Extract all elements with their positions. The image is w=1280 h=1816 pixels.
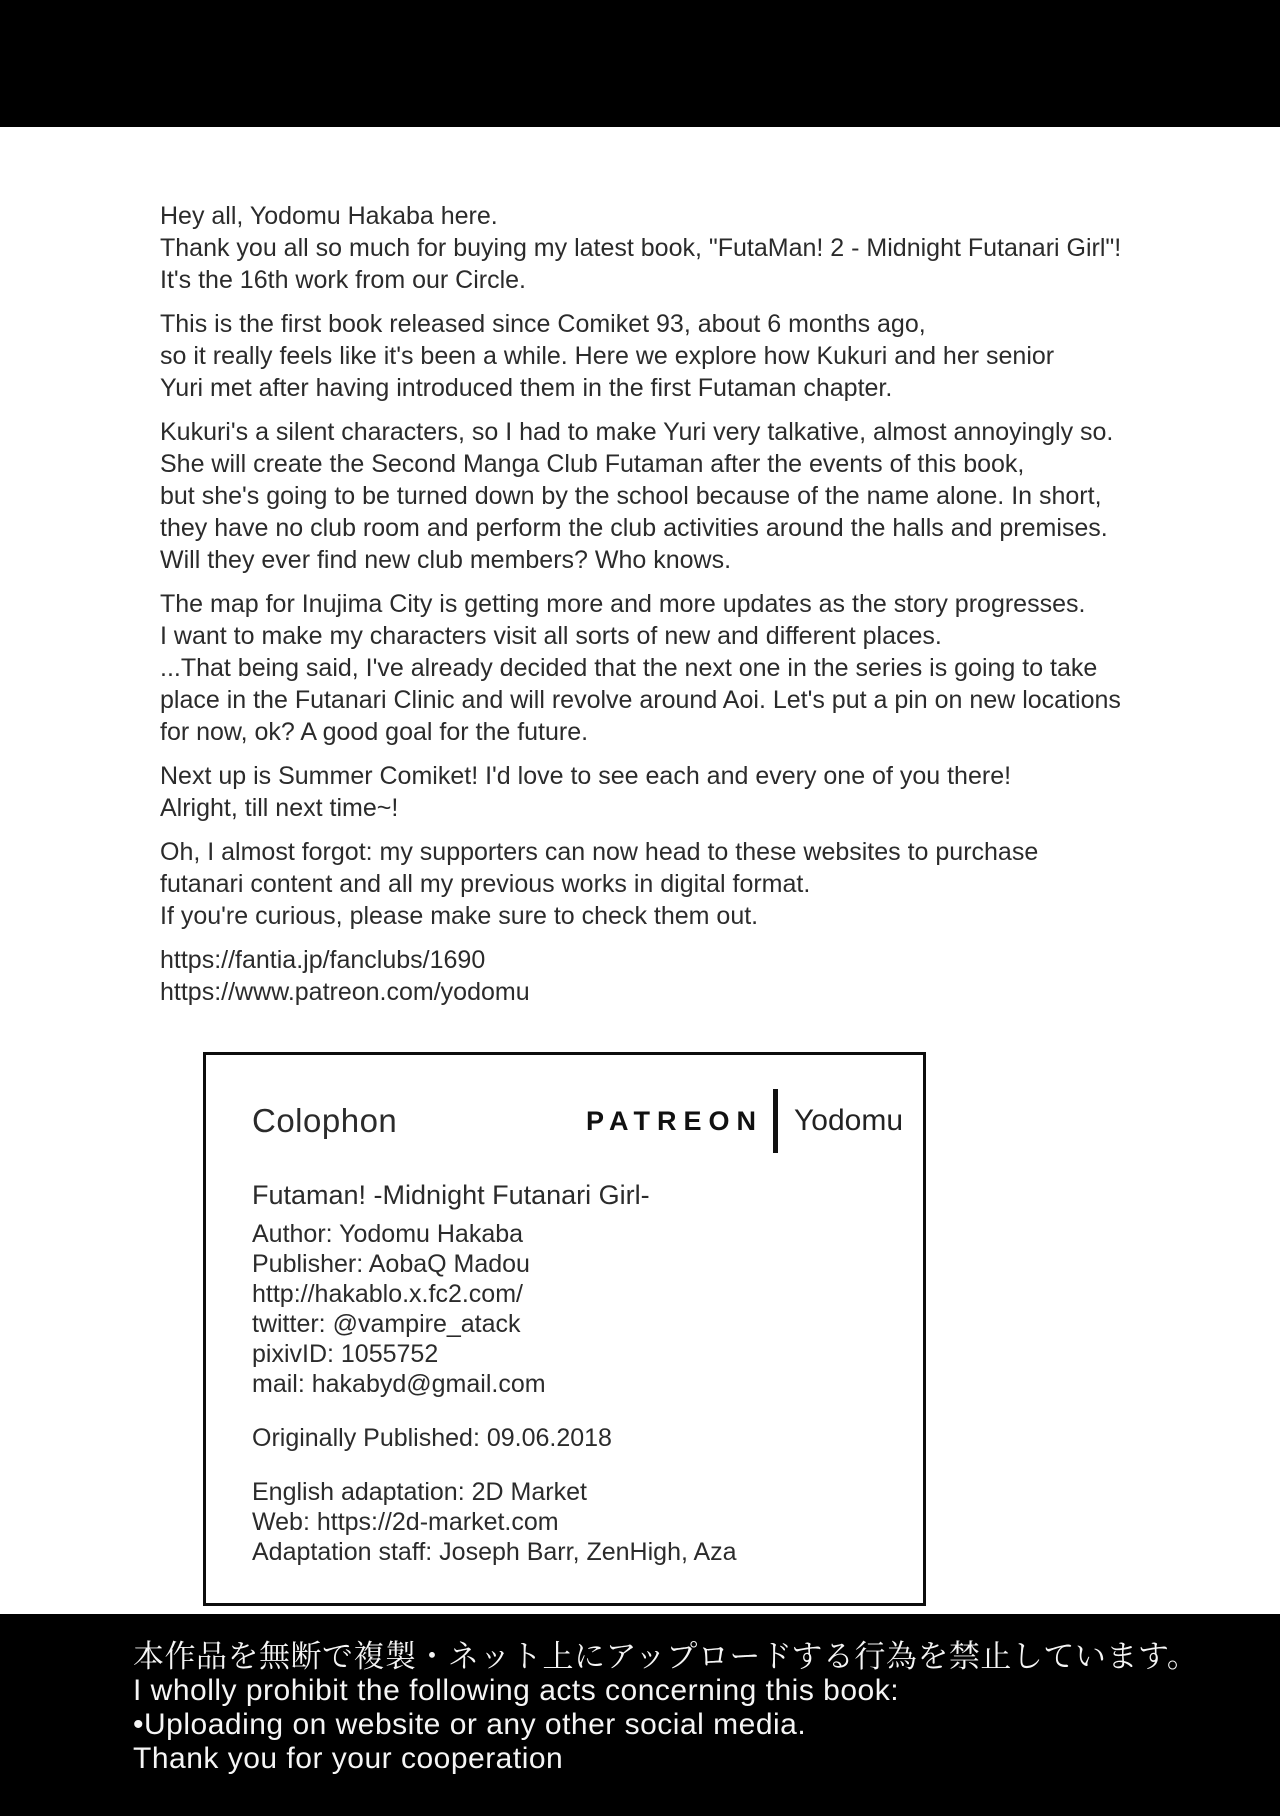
text-line: Oh, I almost forgot: my supporters can now head to these websites to purchase <box>160 838 1039 866</box>
copyright-line-thanks: Thank you for your cooperation <box>133 1742 564 1775</box>
colophon-header <box>252 1089 903 1153</box>
text-line: Yuri met after having introduced them in the first Futaman chapter. <box>160 374 893 402</box>
vertical-divider <box>773 1089 778 1153</box>
copyright-line-prohibit: I wholly prohibit the following acts concerning this book: <box>133 1674 900 1707</box>
colophon-website: http://hakablo.x.fc2.com/ <box>252 1280 523 1308</box>
afterword-paragraph-characters <box>160 416 1220 576</box>
text-line: for now, ok? A good goal for the future. <box>160 718 589 746</box>
patreon-branding <box>586 1089 903 1153</box>
text-line: This is the first book released since Comiket 93, about 6 months ago, <box>160 310 926 338</box>
text-line: She will create the Second Manga Club Futaman after the events of this book, <box>160 450 1025 478</box>
support-links <box>160 944 1220 1008</box>
text-line: futanari content and all my previous works in digital format. <box>160 870 811 898</box>
text-line: The map for Inujima City is getting more and more updates as the story progresses. <box>160 590 1086 618</box>
afterword-content <box>160 200 1220 1606</box>
afterword-paragraph-supporters <box>160 836 1220 932</box>
colophon-pixiv-id: pixivID: 1055752 <box>252 1340 439 1368</box>
patreon-account-name: Yodomu <box>794 1104 903 1137</box>
text-line: I want to make my characters visit all sorts of new and different places. <box>160 622 942 650</box>
afterword-paragraph-intro <box>160 200 1220 296</box>
afterword-paragraph-next-event <box>160 760 1220 824</box>
afterword-paragraph-map <box>160 588 1220 748</box>
text-line: place in the Futanari Clinic and will revolve around Aoi. Let's put a pin on new locations <box>160 686 1121 714</box>
text-line: ...That being said, I've already decided that the next one in the series is going to take <box>160 654 1098 682</box>
colophon-author: Author: Yodomu Hakaba <box>252 1220 524 1248</box>
afterword-paragraph-comiket <box>160 308 1220 404</box>
colophon-heading: Colophon <box>252 1102 398 1139</box>
text-line: Hey all, Yodomu Hakaba here. <box>160 202 498 230</box>
colophon-publish-date: Originally Published: 09.06.2018 <box>252 1424 612 1452</box>
colophon-adaptation-company: English adaptation: 2D Market <box>252 1478 587 1506</box>
text-line: Thank you all so much for buying my latest book, "FutaMan! 2 - Midnight Futanari Girl"! <box>160 234 1122 262</box>
patreon-link: https://www.patreon.com/yodomu <box>160 978 530 1006</box>
colophon-box <box>203 1052 926 1606</box>
fantia-link: https://fantia.jp/fanclubs/1690 <box>160 946 486 974</box>
text-line: so it really feels like it's been a while. Here we explore how Kukuri and her senior <box>160 342 1055 370</box>
patreon-wordmark-logo: PATREON <box>586 1106 764 1136</box>
copyright-line-japanese: 本作品を無断で複製・ネット上にアップロードする行為を禁止しています。 <box>133 1639 1199 1674</box>
colophon-adaptation-staff: Adaptation staff: Joseph Barr, ZenHigh, Aza <box>252 1538 737 1566</box>
text-line: Next up is Summer Comiket! I'd love to see each and every one of you there! <box>160 762 1012 790</box>
text-line: It's the 16th work from our Circle. <box>160 266 527 294</box>
copyright-line-uploading: •Uploading on website or any other social media. <box>133 1708 807 1741</box>
colophon-twitter: twitter: @vampire_atack <box>252 1310 521 1338</box>
text-line: they have no club room and perform the club activities around the halls and premises. <box>160 514 1108 542</box>
text-line: Will they ever find new club members? Who knows. <box>160 546 732 574</box>
copyright-footer <box>0 1614 1280 1816</box>
book-title: Futaman! -Midnight Futanari Girl- <box>252 1180 650 1210</box>
text-line: Alright, till next time~! <box>160 794 399 822</box>
text-line: Kukuri's a silent characters, so I had to make Yuri very talkative, almost annoyingly so. <box>160 418 1114 446</box>
text-line: If you're curious, please make sure to check them out. <box>160 902 759 930</box>
colophon-mail: mail: hakabyd@gmail.com <box>252 1370 546 1398</box>
top-black-bar <box>0 0 1280 127</box>
colophon-publisher: Publisher: AobaQ Madou <box>252 1250 530 1278</box>
text-line: but she's going to be turned down by the school because of the name alone. In short, <box>160 482 1102 510</box>
colophon-adaptation-web: Web: https://2d-market.com <box>252 1508 559 1536</box>
